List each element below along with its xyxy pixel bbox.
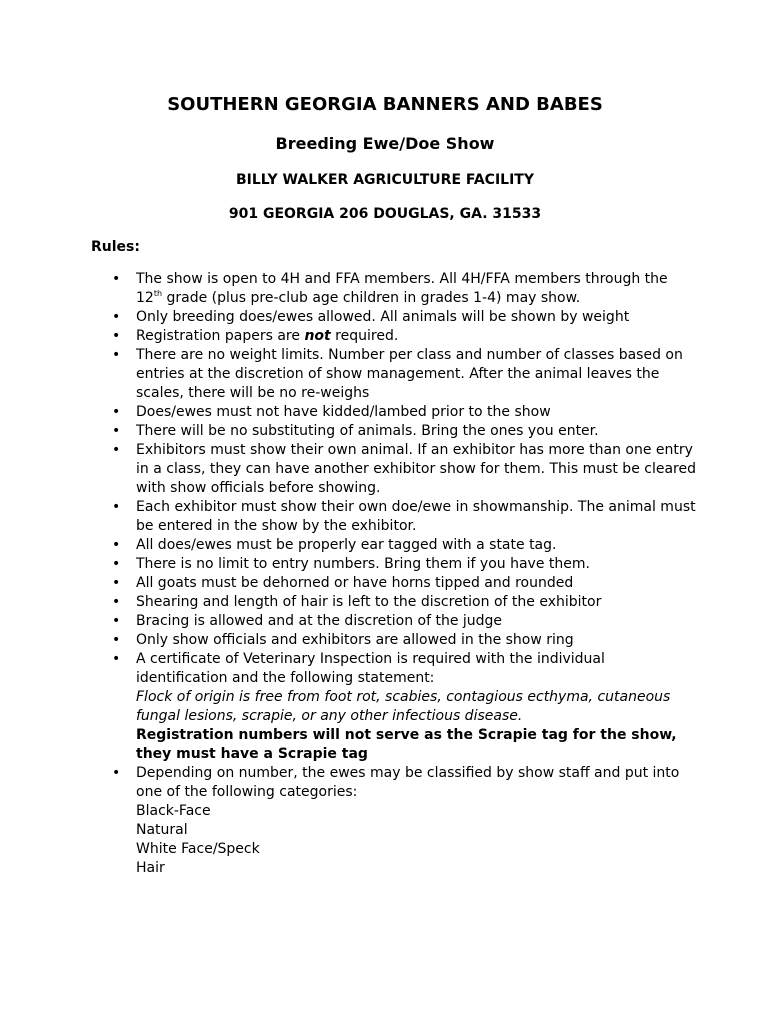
category-item: Hair bbox=[136, 860, 165, 876]
bullet-icon: • bbox=[112, 309, 121, 325]
rule-open-to-members bbox=[0, 270, 696, 308]
rule-text: grade (plus pre-club age children in grades 1-4) may show. bbox=[162, 290, 581, 306]
bullet-icon: • bbox=[112, 442, 121, 458]
rule-dehorned bbox=[0, 574, 696, 593]
rule-text: A certificate of Veterinary Inspection is required with the individual identification and the following statement: bbox=[136, 651, 605, 686]
show-subtitle: Breeding Ewe/Doe Show bbox=[275, 134, 495, 153]
bullet-icon: • bbox=[112, 651, 121, 667]
document-title: SOUTHERN GEORGIA BANNERS AND BABES bbox=[167, 94, 603, 115]
rule-text: Does/ewes must not have kidded/lambed prior to the show bbox=[136, 404, 551, 420]
rule-registration-papers bbox=[0, 327, 696, 346]
rule-text: All goats must be dehorned or have horns tipped and rounded bbox=[136, 575, 574, 591]
bullet-icon: • bbox=[112, 328, 121, 344]
rule-show-own-animal bbox=[0, 441, 696, 498]
scrapie-tag-note: Registration numbers will not serve as the Scrapie tag for the show, they must have a Scrapie tag bbox=[136, 727, 677, 762]
rule-text: The show is open to 4H and FFA members. All 4H/FFA members through the 12 bbox=[136, 271, 668, 306]
rule-text: required. bbox=[330, 328, 399, 344]
rule-text: All does/ewes must be properly ear tagged with a state tag. bbox=[136, 537, 557, 553]
rule-text: There will be no substituting of animals. Bring the ones you enter. bbox=[136, 423, 599, 439]
bullet-icon: • bbox=[112, 423, 121, 439]
rule-no-substituting bbox=[0, 422, 696, 441]
category-item: Black-Face bbox=[136, 803, 211, 819]
rule-text: Each exhibitor must show their own doe/ewe in showmanship. The animal must be entered in the show by the exhibitor. bbox=[136, 499, 696, 534]
ordinal-suffix: th bbox=[153, 289, 163, 298]
rules-list bbox=[0, 270, 770, 878]
bullet-icon: • bbox=[112, 499, 121, 515]
bullet-icon: • bbox=[112, 537, 121, 553]
rule-text: There is no limit to entry numbers. Bring them if you have them. bbox=[136, 556, 590, 572]
rule-shearing bbox=[0, 593, 696, 612]
bullet-icon: • bbox=[112, 271, 121, 287]
rule-text: Only show officials and exhibitors are allowed in the show ring bbox=[136, 632, 574, 648]
bullet-icon: • bbox=[112, 765, 121, 781]
bullet-icon: • bbox=[112, 594, 121, 610]
rule-show-ring bbox=[0, 631, 696, 650]
rule-text: Exhibitors must show their own animal. If an exhibitor has more than one entry in a class, they can have another exhibitor show for them. This must be cleared with show officials before showing. bbox=[136, 442, 696, 496]
rule-text: Only breeding does/ewes allowed. All animals will be shown by weight bbox=[136, 309, 630, 325]
emphasis-not: not bbox=[304, 328, 331, 344]
category-item: Natural bbox=[136, 822, 188, 838]
rule-text: Depending on number, the ewes may be classified by show staff and put into one of the following categories: bbox=[136, 765, 680, 800]
rule-showmanship bbox=[0, 498, 696, 536]
rule-breeding-only bbox=[0, 308, 696, 327]
rule-weight-limits bbox=[0, 346, 696, 403]
bullet-icon: • bbox=[112, 575, 121, 591]
rule-ear-tag bbox=[0, 536, 696, 555]
rule-bracing bbox=[0, 612, 696, 631]
rule-categories bbox=[0, 764, 696, 878]
rule-text: Registration papers are bbox=[136, 328, 305, 344]
facility-address: 901 GEORGIA 206 DOUGLAS, GA. 31533 bbox=[228, 206, 542, 222]
rule-veterinary-inspection bbox=[0, 650, 696, 764]
rule-not-kidded bbox=[0, 403, 696, 422]
bullet-icon: • bbox=[112, 632, 121, 648]
required-statement: Flock of origin is free from foot rot, scabies, contagious ecthyma, cutaneous fungal lesions, scrapie, or any other infectious disease. bbox=[136, 689, 671, 724]
rule-text: Shearing and length of hair is left to the discretion of the exhibitor bbox=[136, 594, 602, 610]
bullet-icon: • bbox=[112, 613, 121, 629]
rule-text: Bracing is allowed and at the discretion of the judge bbox=[136, 613, 503, 629]
rule-text: There are no weight limits. Number per class and number of classes based on entries at the discretion of show management. After the animal leaves the scales, there will be no re-weighs bbox=[136, 347, 683, 401]
facility-name: BILLY WALKER AGRICULTURE FACILITY bbox=[236, 172, 534, 188]
bullet-icon: • bbox=[112, 347, 121, 363]
bullet-icon: • bbox=[112, 404, 121, 420]
rule-entry-numbers bbox=[0, 555, 696, 574]
rules-heading: Rules: bbox=[91, 239, 140, 255]
bullet-icon: • bbox=[112, 556, 121, 572]
category-item: White Face/Speck bbox=[136, 841, 260, 857]
